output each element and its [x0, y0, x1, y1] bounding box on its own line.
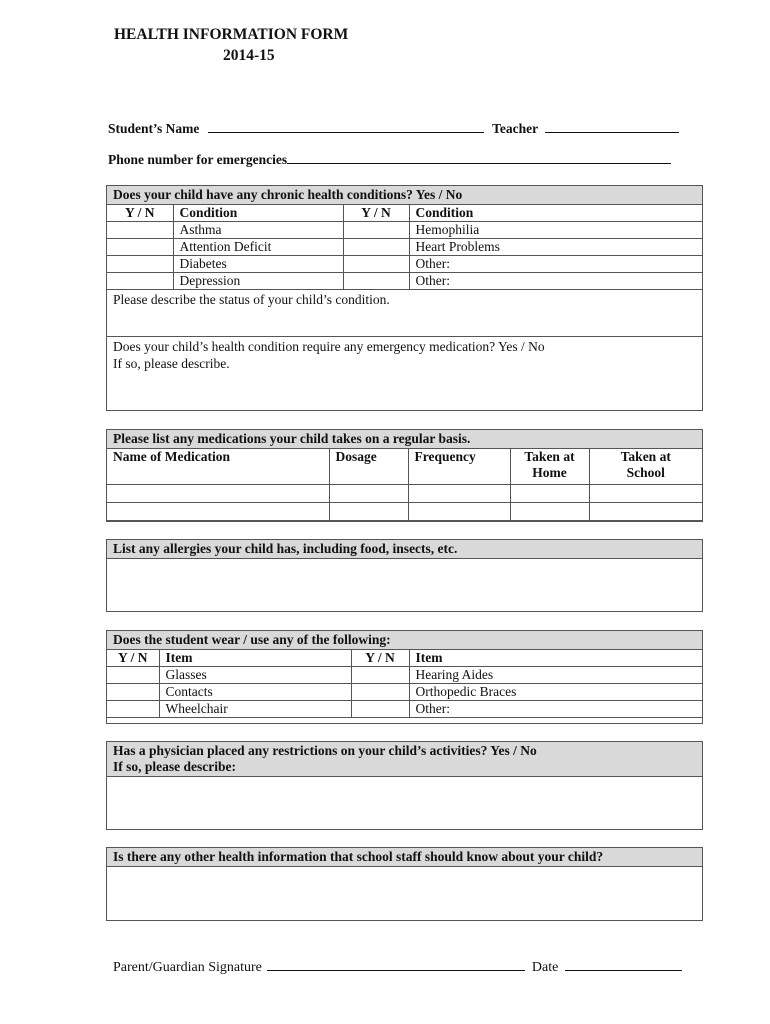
phone-field[interactable] — [287, 150, 671, 164]
condition-cell: Other: — [409, 256, 702, 273]
restrictions-field[interactable] — [107, 777, 702, 827]
medications-header: Please list any medications your child takes on a regular basis. — [107, 430, 702, 449]
equipment-section — [106, 630, 703, 724]
table-row — [107, 485, 702, 503]
frequency-cell[interactable] — [408, 503, 510, 521]
form-title: HEALTH INFORMATION FORM — [114, 26, 349, 43]
item-header: Item — [159, 650, 351, 667]
date-label: Date — [531, 960, 559, 975]
taken-at-school-header — [589, 449, 702, 485]
yn-cell[interactable] — [107, 256, 173, 273]
yn-cell[interactable] — [343, 273, 409, 290]
condition-header: Condition — [409, 205, 702, 222]
condition-cell: Other: — [409, 273, 702, 290]
form-year: 2014-15 — [223, 47, 275, 64]
equipment-table — [107, 650, 702, 718]
yn-cell[interactable] — [351, 667, 409, 684]
restrictions-describe: If so, please describe: — [113, 759, 236, 774]
equipment-header: Does the student wear / use any of the following: — [107, 631, 702, 650]
medications-table — [107, 449, 702, 521]
allergies-header: List any allergies your child has, including food, insects, etc. — [107, 540, 702, 559]
restrictions-question: Has a physician placed any restrictions on your child’s activities? Yes / No — [113, 743, 537, 758]
condition-cell: Depression — [173, 273, 343, 290]
condition-cell: Diabetes — [173, 256, 343, 273]
other-info-question: Is there any other health information that school staff should know about your child? — [107, 848, 702, 867]
item-cell: Contacts — [159, 684, 351, 701]
dosage-cell[interactable] — [329, 485, 408, 503]
school-cell[interactable] — [589, 485, 702, 503]
condition-cell: Asthma — [173, 222, 343, 239]
medication-name-cell[interactable] — [107, 503, 329, 521]
table-row — [107, 239, 702, 256]
teacher-field[interactable] — [545, 119, 679, 133]
yn-cell[interactable] — [107, 273, 173, 290]
medications-section — [106, 429, 703, 522]
item-cell: Orthopedic Braces — [409, 684, 702, 701]
item-cell: Hearing Aides — [409, 667, 702, 684]
home-cell[interactable] — [510, 503, 589, 521]
date-field[interactable] — [565, 957, 682, 971]
restrictions-header — [107, 742, 702, 777]
yn-cell[interactable] — [107, 684, 159, 701]
dosage-header: Dosage — [329, 449, 408, 485]
table-row — [107, 273, 702, 290]
phone-label: Phone number for emergencies — [108, 152, 288, 167]
taken-at-home-header — [510, 449, 589, 485]
yn-cell[interactable] — [343, 256, 409, 273]
other-info-section — [106, 847, 703, 921]
frequency-cell[interactable] — [408, 485, 510, 503]
table-row — [107, 701, 702, 718]
yn-cell[interactable] — [351, 684, 409, 701]
medication-name-header: Name of Medication — [107, 449, 329, 485]
phone-row — [108, 150, 671, 168]
yn-cell[interactable] — [107, 701, 159, 718]
yn-cell[interactable] — [107, 222, 173, 239]
signature-row — [113, 957, 682, 976]
school-cell[interactable] — [589, 503, 702, 521]
student-name-label: Student’s Name — [108, 121, 200, 136]
taken-at-school-line2: School — [626, 465, 665, 480]
home-cell[interactable] — [510, 485, 589, 503]
yn-cell[interactable] — [107, 667, 159, 684]
yn-header: Y / N — [343, 205, 409, 222]
chronic-conditions-table — [107, 205, 702, 290]
condition-status-prompt: Please describe the status of your child’s condition. — [113, 292, 390, 307]
student-teacher-row — [108, 119, 679, 137]
chronic-conditions-section — [106, 185, 703, 411]
table-row — [107, 256, 702, 273]
table-row — [107, 449, 702, 485]
table-row — [107, 684, 702, 701]
yn-cell[interactable] — [107, 239, 173, 256]
signature-field[interactable] — [267, 957, 525, 971]
yn-cell[interactable] — [351, 701, 409, 718]
item-header: Item — [409, 650, 702, 667]
yn-header: Y / N — [351, 650, 409, 667]
frequency-header: Frequency — [408, 449, 510, 485]
item-cell: Other: — [409, 701, 702, 718]
table-row — [107, 650, 702, 667]
student-name-field[interactable] — [208, 119, 484, 133]
condition-cell: Attention Deficit — [173, 239, 343, 256]
table-row — [107, 205, 702, 222]
taken-at-home-line2: Home — [532, 465, 567, 480]
medication-name-cell[interactable] — [107, 485, 329, 503]
yn-header: Y / N — [107, 650, 159, 667]
chronic-question: Does your child have any chronic health conditions? Yes / No — [107, 186, 702, 205]
yn-header: Y / N — [107, 205, 173, 222]
yn-cell[interactable] — [343, 239, 409, 256]
taken-at-school-line1: Taken at — [620, 449, 671, 464]
dosage-cell[interactable] — [329, 503, 408, 521]
table-row — [107, 503, 702, 521]
condition-cell: Hemophilia — [409, 222, 702, 239]
table-row — [107, 667, 702, 684]
other-info-field[interactable] — [107, 867, 702, 920]
item-cell: Wheelchair — [159, 701, 351, 718]
restrictions-section — [106, 741, 703, 830]
item-cell: Glasses — [159, 667, 351, 684]
condition-header: Condition — [173, 205, 343, 222]
allergies-section — [106, 539, 703, 612]
emergency-describe: If so, please describe. — [113, 356, 230, 371]
taken-at-home-line1: Taken at — [524, 449, 575, 464]
condition-status-area[interactable] — [107, 290, 702, 337]
allergies-field[interactable] — [107, 559, 702, 611]
yn-cell[interactable] — [343, 222, 409, 239]
emergency-medication-area[interactable] — [107, 337, 702, 373]
teacher-label: Teacher — [492, 121, 538, 136]
signature-label: Parent/Guardian Signature — [113, 960, 262, 975]
emergency-question: Does your child’s health condition require any emergency medication? Yes / No — [113, 339, 545, 354]
condition-cell: Heart Problems — [409, 239, 702, 256]
table-row — [107, 222, 702, 239]
